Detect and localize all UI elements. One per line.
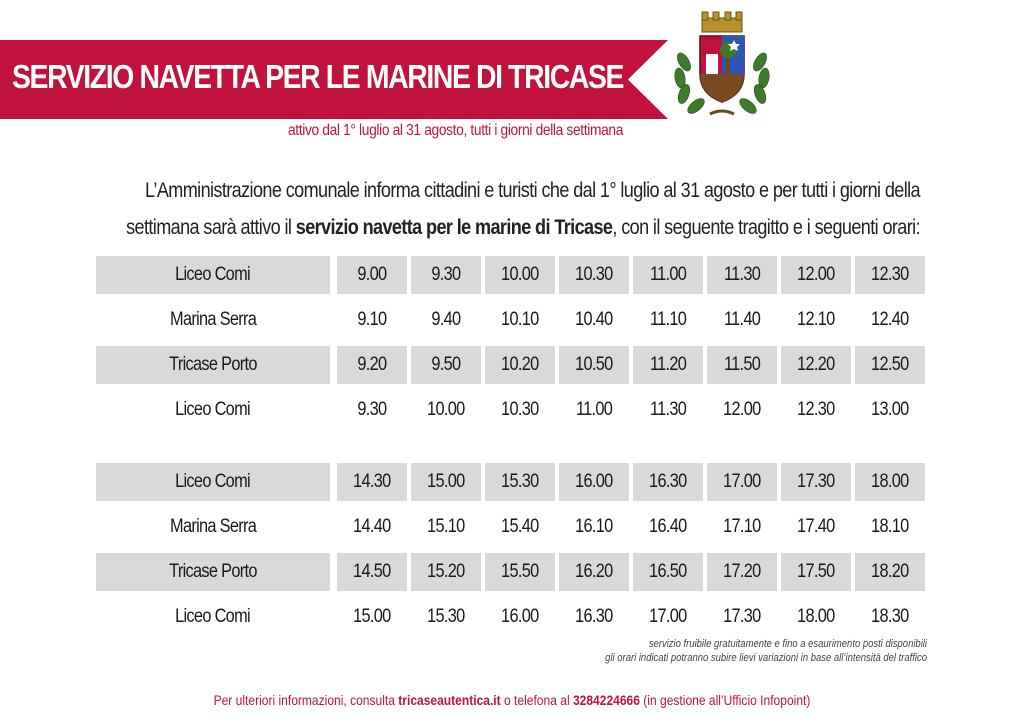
departure-time-cell	[707, 553, 777, 591]
departure-time: 15.00	[427, 471, 465, 492]
departure-time-cell	[559, 391, 629, 429]
departure-time: 15.20	[427, 561, 465, 582]
departure-time: 9.20	[357, 354, 387, 375]
departure-time: 16.10	[575, 516, 613, 537]
departure-time-cell	[485, 463, 555, 501]
intro-line-1: L’Amministrazione comunale informa cittadini e turisti che dal 1° luglio al 31 agosto e per tutti i giorni della	[144, 179, 920, 202]
departure-time-cell	[411, 508, 481, 546]
departure-time-cell	[633, 598, 703, 636]
departure-time: 12.30	[797, 399, 835, 420]
intro-line-2	[60, 209, 920, 246]
departure-time: 10.00	[501, 264, 539, 285]
stop-name-cell	[96, 463, 330, 501]
departure-time: 15.50	[501, 561, 539, 582]
departure-time: 10.50	[575, 354, 613, 375]
stop-name: Liceo Comi	[175, 606, 251, 627]
footer-info	[0, 692, 1024, 708]
departure-time-cell	[559, 508, 629, 546]
departure-time-cell	[633, 346, 703, 384]
departure-time: 18.10	[871, 516, 909, 537]
morning-timetable	[96, 253, 928, 433]
departure-time-cell	[337, 463, 407, 501]
departure-time-cell	[707, 391, 777, 429]
departure-time-cell	[633, 463, 703, 501]
timetable-row	[96, 595, 928, 640]
departure-time-cell	[781, 346, 851, 384]
departure-time: 16.50	[649, 561, 687, 582]
service-notes	[520, 637, 927, 665]
departure-time: 10.30	[575, 264, 613, 285]
departure-time: 11.10	[649, 309, 687, 330]
departure-time: 12.50	[871, 354, 909, 375]
departure-time-cell	[559, 256, 629, 294]
departure-time-cell	[781, 508, 851, 546]
footer-text: o telefona al	[500, 692, 573, 708]
departure-time: 11.00	[575, 399, 613, 420]
website-link[interactable]: tricaseautentica.it	[398, 692, 501, 708]
departure-time: 13.00	[871, 399, 909, 420]
departure-time: 17.50	[797, 561, 835, 582]
departure-time-cell	[633, 391, 703, 429]
departure-time: 9.30	[357, 399, 387, 420]
departure-time-cell	[633, 256, 703, 294]
departure-time: 11.40	[723, 309, 761, 330]
departure-time-cell	[559, 463, 629, 501]
stop-name-cell	[96, 346, 330, 384]
tricase-coat-of-arms-icon	[668, 10, 776, 122]
stop-name-cell	[96, 508, 330, 546]
page-title: SERVIZIO NAVETTA PER LE MARINE DI TRICASE	[12, 58, 624, 95]
departure-time: 17.10	[723, 516, 761, 537]
departure-time: 11.00	[649, 264, 687, 285]
stop-name-cell	[96, 553, 330, 591]
departure-time-cell	[411, 301, 481, 339]
stop-name-cell	[96, 598, 330, 636]
timetable-row	[96, 253, 928, 298]
departure-time-cell	[337, 508, 407, 546]
departure-time-cell	[855, 391, 925, 429]
departure-time-cell	[337, 598, 407, 636]
departure-time: 15.40	[501, 516, 539, 537]
departure-time-cell	[485, 256, 555, 294]
departure-time-cell	[781, 391, 851, 429]
departure-time: 18.00	[871, 471, 909, 492]
departure-time: 17.30	[723, 606, 761, 627]
timetable-row	[96, 460, 928, 505]
departure-time-cell	[855, 301, 925, 339]
departure-time-cell	[485, 301, 555, 339]
note-line-2: gli orari indicati potranno subire lievi variazioni in base all’intensità del traffico	[605, 652, 927, 664]
departure-time-cell	[781, 553, 851, 591]
departure-time-cell	[411, 346, 481, 384]
departure-time-cell	[337, 553, 407, 591]
footer-text: (in gestione all’Ufficio Infopoint)	[639, 692, 811, 708]
departure-time-cell	[707, 463, 777, 501]
departure-time-cell	[559, 301, 629, 339]
departure-time-cell	[855, 463, 925, 501]
timetable-row	[96, 550, 928, 595]
departure-time-cell	[411, 463, 481, 501]
departure-time-cell	[337, 301, 407, 339]
departure-time-cell	[781, 463, 851, 501]
departure-time-cell	[781, 256, 851, 294]
stop-name: Liceo Comi	[175, 471, 251, 492]
departure-time: 11.30	[723, 264, 761, 285]
departure-time: 15.00	[353, 606, 391, 627]
departure-time: 18.30	[871, 606, 909, 627]
departure-time-cell	[707, 301, 777, 339]
departure-time: 15.10	[427, 516, 465, 537]
departure-time-cell	[781, 598, 851, 636]
phone-number: 3284224666	[572, 692, 640, 708]
departure-time: 10.30	[501, 399, 539, 420]
departure-time-cell	[485, 553, 555, 591]
departure-time-cell	[633, 553, 703, 591]
departure-time: 9.30	[431, 264, 461, 285]
departure-time: 17.20	[723, 561, 761, 582]
departure-time-cell	[855, 553, 925, 591]
departure-time: 9.10	[357, 309, 387, 330]
departure-time: 18.00	[797, 606, 835, 627]
footer-text: Per ulteriori informazioni, consulta	[213, 692, 399, 708]
intro-text: , con il seguente tragitto e i seguenti orari:	[612, 216, 920, 239]
departure-time: 9.00	[357, 264, 387, 285]
departure-time: 16.30	[575, 606, 613, 627]
departure-time: 11.30	[649, 399, 687, 420]
departure-time-cell	[855, 508, 925, 546]
departure-time-cell	[633, 508, 703, 546]
page-subtitle: attivo dal 1° luglio al 31 agosto, tutti i giorni della settimana	[288, 122, 624, 139]
departure-time-cell	[559, 553, 629, 591]
departure-time: 14.40	[353, 516, 391, 537]
departure-time-cell	[337, 346, 407, 384]
departure-time: 9.40	[431, 309, 461, 330]
stop-name-cell	[96, 256, 330, 294]
stop-name-cell	[96, 391, 330, 429]
departure-time-cell	[337, 256, 407, 294]
departure-time: 12.10	[797, 309, 835, 330]
departure-time-cell	[559, 598, 629, 636]
departure-time: 14.30	[353, 471, 391, 492]
departure-time-cell	[633, 301, 703, 339]
intro-paragraph	[60, 172, 920, 246]
stop-name: Tricase Porto	[169, 354, 257, 375]
departure-time: 11.50	[723, 354, 761, 375]
timetable-row	[96, 343, 928, 388]
departure-time: 12.30	[871, 264, 909, 285]
stop-name: Tricase Porto	[169, 561, 257, 582]
departure-time-cell	[707, 346, 777, 384]
departure-time: 18.20	[871, 561, 909, 582]
departure-time: 10.40	[575, 309, 613, 330]
departure-time: 12.00	[723, 399, 761, 420]
departure-time: 16.40	[649, 516, 687, 537]
departure-time-cell	[485, 346, 555, 384]
departure-time: 16.30	[649, 471, 687, 492]
departure-time-cell	[485, 598, 555, 636]
departure-time-cell	[559, 346, 629, 384]
timetable-row	[96, 505, 928, 550]
departure-time-cell	[411, 553, 481, 591]
timetable-row	[96, 388, 928, 433]
departure-time-cell	[337, 391, 407, 429]
departure-time: 14.50	[353, 561, 391, 582]
departure-time: 10.10	[501, 309, 539, 330]
departure-time: 9.50	[431, 354, 461, 375]
stop-name: Liceo Comi	[175, 399, 251, 420]
note-line-1: servizio fruibile gratuitamente e fino a esaurimento posti disponibili	[648, 638, 927, 650]
departure-time-cell	[707, 598, 777, 636]
stop-name: Marina Serra	[169, 309, 257, 330]
departure-time: 15.30	[501, 471, 539, 492]
stop-name: Liceo Comi	[175, 264, 251, 285]
departure-time: 12.40	[871, 309, 909, 330]
afternoon-timetable	[96, 460, 928, 640]
departure-time-cell	[485, 391, 555, 429]
departure-time-cell	[855, 346, 925, 384]
departure-time-cell	[781, 301, 851, 339]
departure-time-cell	[855, 598, 925, 636]
departure-time: 10.20	[501, 354, 539, 375]
departure-time: 17.00	[649, 606, 687, 627]
timetable-row	[96, 298, 928, 343]
departure-time: 12.00	[797, 264, 835, 285]
stop-name: Marina Serra	[169, 516, 257, 537]
departure-time-cell	[855, 256, 925, 294]
departure-time-cell	[485, 508, 555, 546]
departure-time: 12.20	[797, 354, 835, 375]
intro-highlight: servizio navetta per le marine di Tricase	[295, 216, 613, 239]
departure-time: 16.20	[575, 561, 613, 582]
departure-time: 17.30	[797, 471, 835, 492]
departure-time-cell	[411, 391, 481, 429]
departure-time: 16.00	[575, 471, 613, 492]
departure-time-cell	[707, 508, 777, 546]
stop-name-cell	[96, 301, 330, 339]
departure-time-cell	[411, 598, 481, 636]
departure-time: 16.00	[501, 606, 539, 627]
departure-time: 17.00	[723, 471, 761, 492]
departure-time: 15.30	[427, 606, 465, 627]
departure-time-cell	[411, 256, 481, 294]
departure-time: 10.00	[427, 399, 465, 420]
departure-time-cell	[707, 256, 777, 294]
departure-time: 17.40	[797, 516, 835, 537]
departure-time: 11.20	[649, 354, 687, 375]
intro-text: settimana sarà attivo il	[126, 216, 296, 239]
